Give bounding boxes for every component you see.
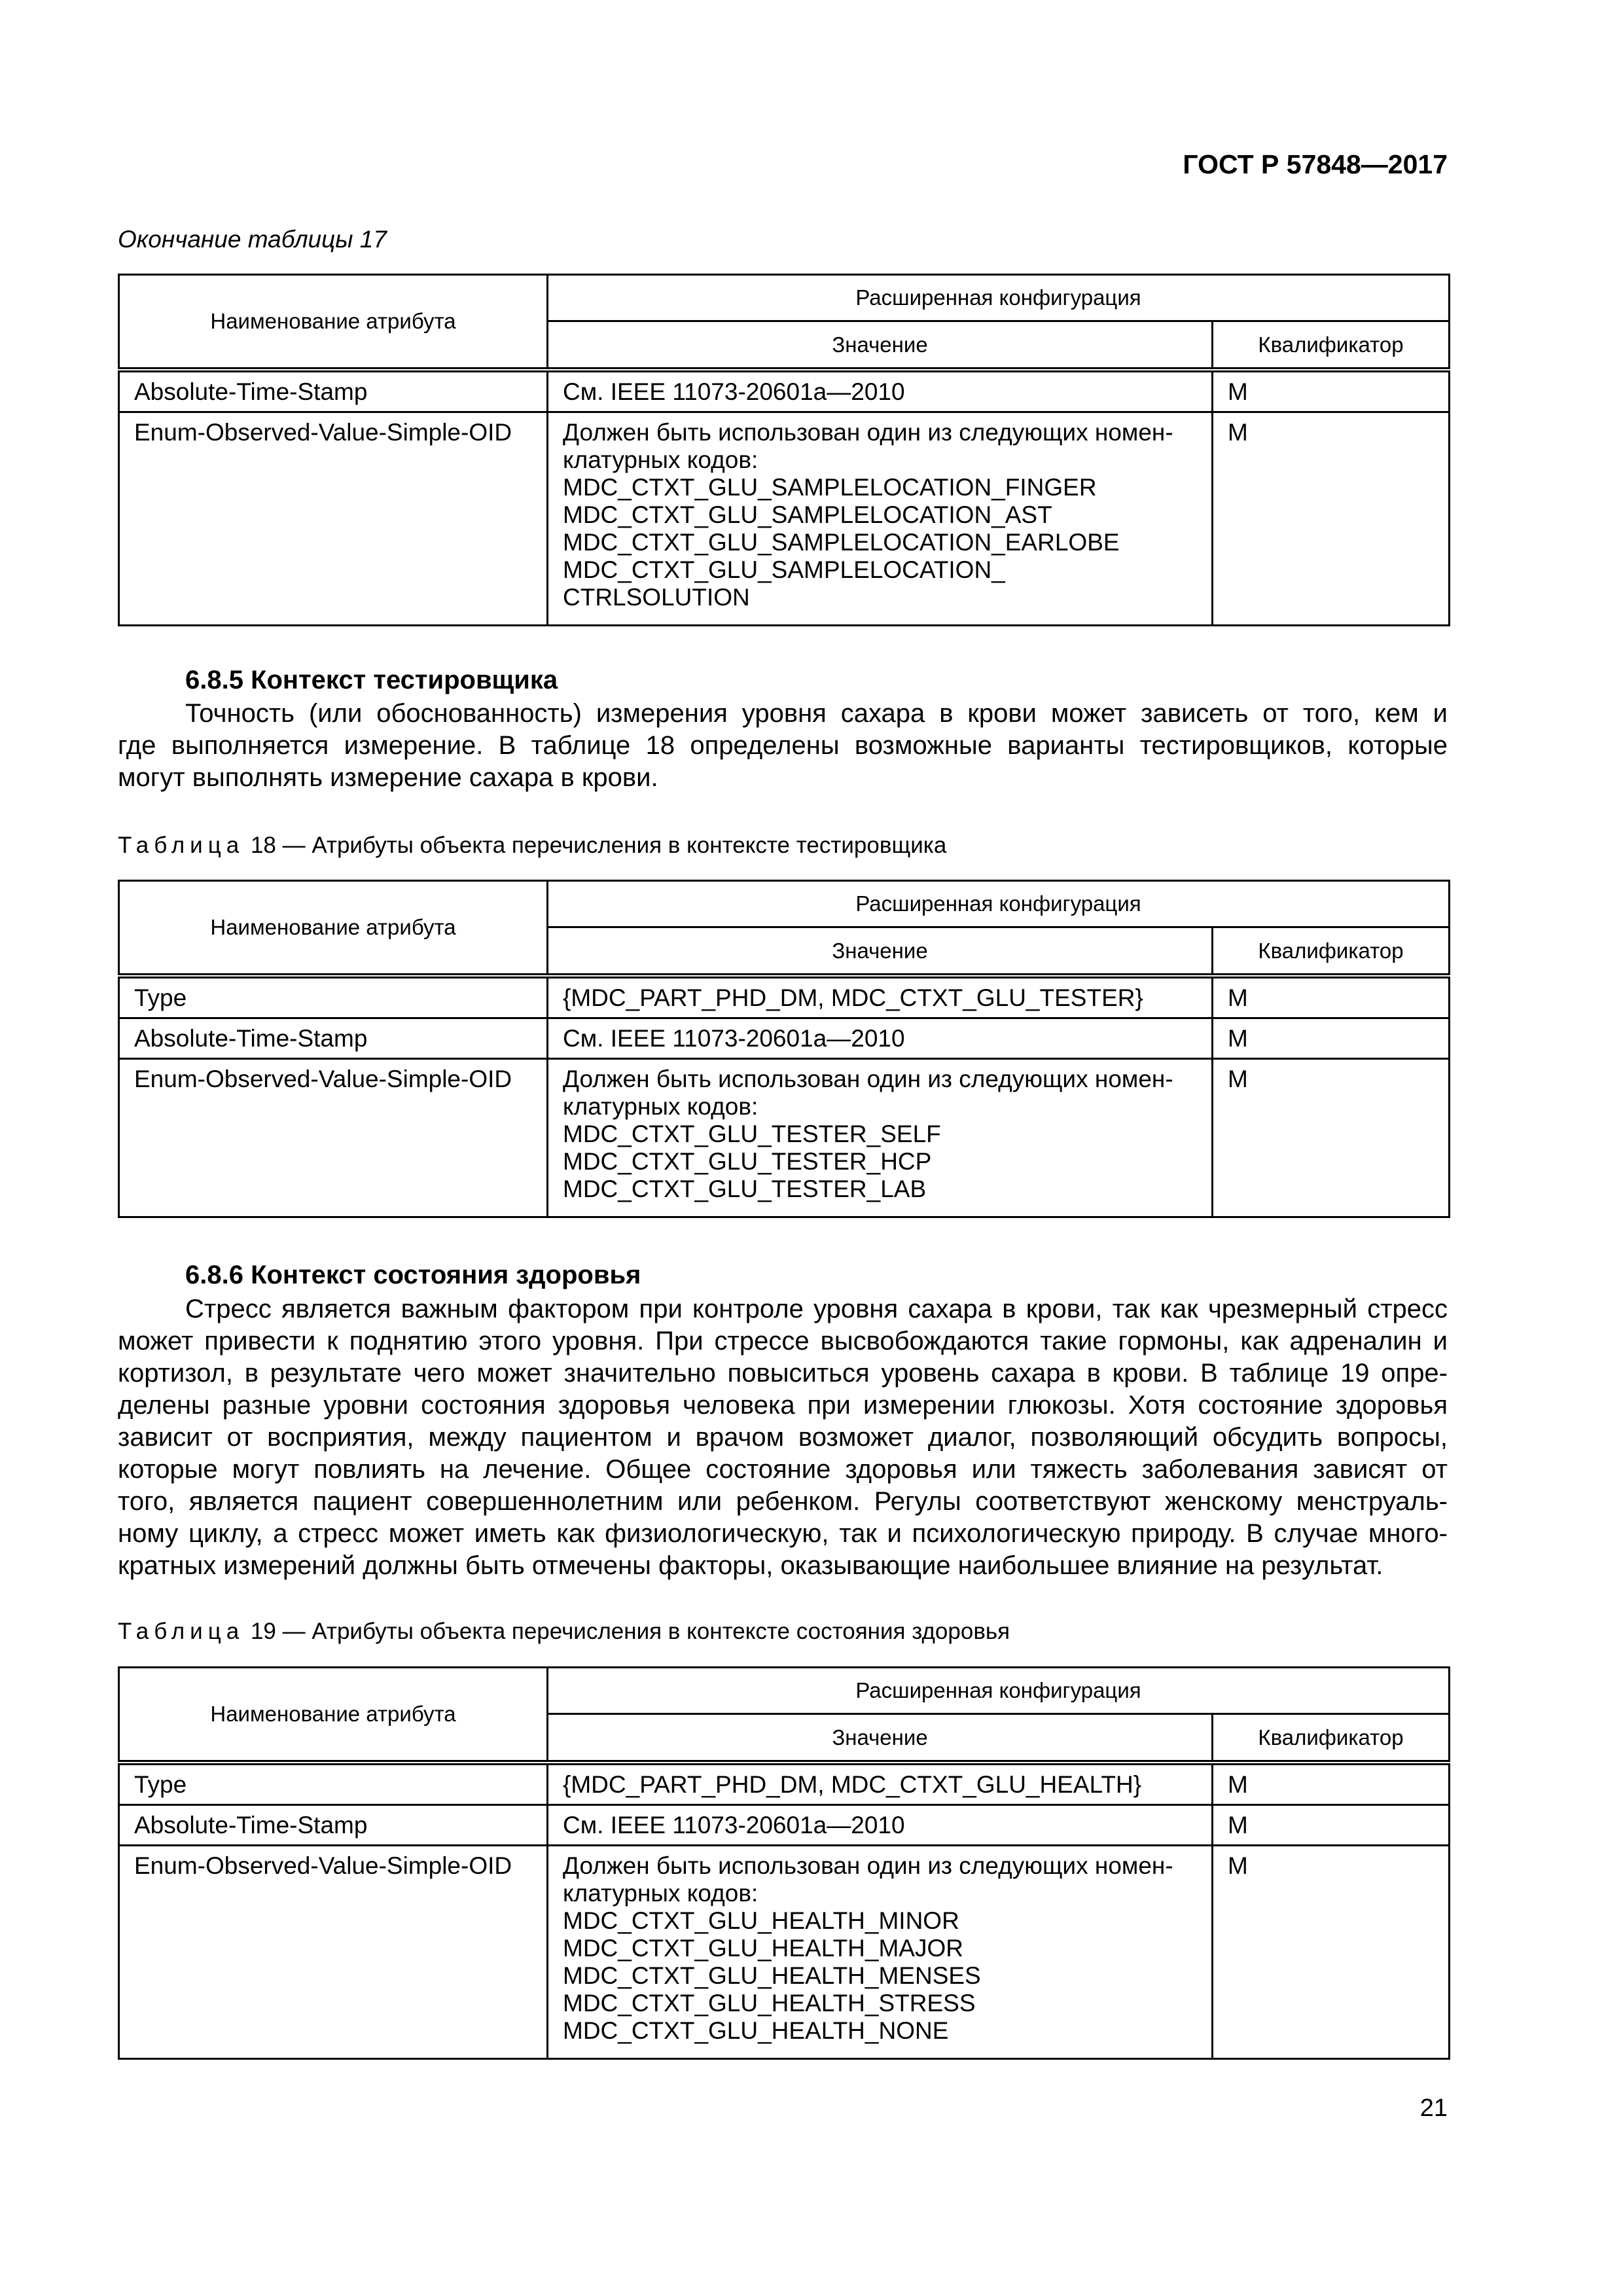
caption-text: 19 — Атрибуты объекта перечисления в контексте состояния здоровья [250, 1619, 1010, 1644]
table18-caption [118, 833, 946, 859]
table19 [118, 1666, 1450, 2060]
table-row [119, 976, 1450, 1018]
paragraph-line: ному циклу, а стресс может иметь как физиологическую, так и психологическую природу. В случае много- [118, 1519, 1448, 1548]
document-id: ГОСТ Р 57848—2017 [1183, 149, 1448, 179]
attribute-qualifier: M [1228, 1025, 1248, 1052]
table-row [119, 1805, 1450, 1846]
table-row [119, 1763, 1450, 1805]
table19-caption [118, 1619, 1010, 1645]
table-row [119, 412, 1450, 626]
attribute-qualifier: M [1228, 1852, 1248, 1879]
attribute-name: Absolute-Time-Stamp [134, 1025, 368, 1052]
header-value: Значение [548, 927, 1213, 976]
paragraph-line: кортизол, в результате чего может значительно повыситься уровень сахара в крови. В таблице 19 опре- [118, 1359, 1448, 1388]
paragraph-line: делены разные уровни состояния здоровья человека при измерении глюкозы. Хотя состояние здоровья [118, 1391, 1448, 1420]
paragraph-line: которые могут повлиять на лечение. Общее состояние здоровья или тяжесть заболевания зависят от [118, 1455, 1448, 1484]
table17-caption: Окончание таблицы 17 [118, 226, 387, 253]
header-attribute-name: Наименование атрибута [119, 881, 548, 977]
section-heading-6-8-5: 6.8.5 Контекст тестировщика [185, 666, 558, 694]
paragraph-line: того, является пациент совершеннолетним или ребенком. Регулы соответствуют женскому менструаль- [118, 1487, 1448, 1516]
table18 [118, 880, 1450, 1218]
attribute-value: Должен быть использован один из следующих номен- клатурных кодов: MDC_CTXT_GLU_HEALTH_MINOR MDC_CTXT_GLU_HEALTH_MAJOR MDC_CTXT_GLU_HEALTH_MENSES MDC_CTXT_GLU_HEALTH_STRESS MDC_CTXT_GLU_HEALTH_NONE [563, 1852, 1173, 2044]
attribute-value: См. IEEE 11073-20601a—2010 [563, 1025, 905, 1052]
paragraph-line: может привести к поднятию этого уровня. При стрессе высвобождаются такие гормоны, как адреналин и [118, 1327, 1448, 1355]
attribute-name: Enum-Observed-Value-Simple-OID [134, 1852, 512, 1879]
attribute-qualifier: M [1228, 378, 1248, 405]
table-row [119, 1059, 1450, 1217]
attribute-value: См. IEEE 11073-20601a—2010 [563, 378, 905, 405]
section-heading-6-8-6: 6.8.6 Контекст состояния здоровья [185, 1261, 641, 1289]
paragraph-line: Точность (или обоснованность) измерения уровня сахара в крови может зависеть от того, кем и [185, 699, 1448, 728]
caption-label: Таблица [118, 1619, 245, 1644]
attribute-value: Должен быть использован один из следующих номен- клатурных кодов: MDC_CTXT_GLU_SAMPLELOCATION_FINGER MDC_CTXT_GLU_SAMPLELOCATION_AST MDC_CTXT_GLU_SAMPLELOCATION_EARLOBE MDC_CTXT_GLU_SAMPLELOCATION_ CTRLSOLUTION [563, 419, 1173, 611]
attribute-value: {MDC_PART_PHD_DM, MDC_CTXT_GLU_TESTER} [563, 984, 1143, 1011]
attribute-name: Absolute-Time-Stamp [134, 378, 368, 405]
header-attribute-name: Наименование атрибута [119, 1668, 548, 1763]
header-attribute-name: Наименование атрибута [119, 275, 548, 370]
attribute-name: Type [134, 1771, 187, 1798]
table-row [119, 370, 1450, 412]
section-6-8-5-paragraph [118, 698, 1448, 794]
table17-continuation [118, 274, 1450, 626]
attribute-name: Enum-Observed-Value-Simple-OID [134, 419, 512, 446]
attribute-qualifier: M [1228, 419, 1248, 446]
attribute-name: Type [134, 984, 187, 1011]
attribute-qualifier: M [1228, 1812, 1248, 1839]
paragraph-line: Стресс является важным фактором при контроле уровня сахара в крови, так как чрезмерный стресс [185, 1295, 1448, 1323]
attribute-qualifier: M [1228, 1066, 1248, 1092]
attribute-value: {MDC_PART_PHD_DM, MDC_CTXT_GLU_HEALTH} [563, 1771, 1142, 1798]
header-value: Значение [548, 321, 1213, 370]
attribute-qualifier: M [1228, 1771, 1248, 1798]
paragraph-line: зависит от восприятия, между пациентом и врачом возможет диалог, позволяющий обсудить вопросы, [118, 1423, 1448, 1452]
caption-text: 18 — Атрибуты объекта перечисления в контексте тестировщика [250, 833, 947, 858]
attribute-qualifier: M [1228, 984, 1248, 1011]
header-value: Значение [548, 1714, 1213, 1763]
header-extended-config: Расширенная конфигурация [548, 275, 1450, 321]
header-extended-config: Расширенная конфигурация [548, 881, 1450, 927]
attribute-name: Enum-Observed-Value-Simple-OID [134, 1066, 512, 1092]
attribute-name: Absolute-Time-Stamp [134, 1812, 368, 1839]
header-qualifier: Квалификатор [1213, 321, 1450, 370]
page-number: 21 [1419, 2094, 1448, 2122]
caption-label: Таблица [118, 833, 245, 858]
header-extended-config: Расширенная конфигурация [548, 1668, 1450, 1714]
table-row [119, 1846, 1450, 2059]
header-qualifier: Квалификатор [1213, 1714, 1450, 1763]
attribute-value: См. IEEE 11073-20601a—2010 [563, 1812, 905, 1839]
paragraph-line: могут выполнять измерение сахара в крови. [118, 763, 658, 792]
header-qualifier: Квалификатор [1213, 927, 1450, 976]
attribute-value: Должен быть использован один из следующих номен- клатурных кодов: MDC_CTXT_GLU_TESTER_SELF MDC_CTXT_GLU_TESTER_HCP MDC_CTXT_GLU_TESTER_LAB [563, 1066, 1173, 1202]
section-6-8-6-paragraph [118, 1293, 1448, 1582]
table-row [119, 1018, 1450, 1059]
paragraph-line: где выполняется измерение. В таблице 18 определены возможные варианты тестировщиков, которые [118, 731, 1448, 760]
paragraph-line: кратных измерений должны быть отмечены факторы, оказывающие наибольшее влияние на результат. [118, 1551, 1383, 1580]
